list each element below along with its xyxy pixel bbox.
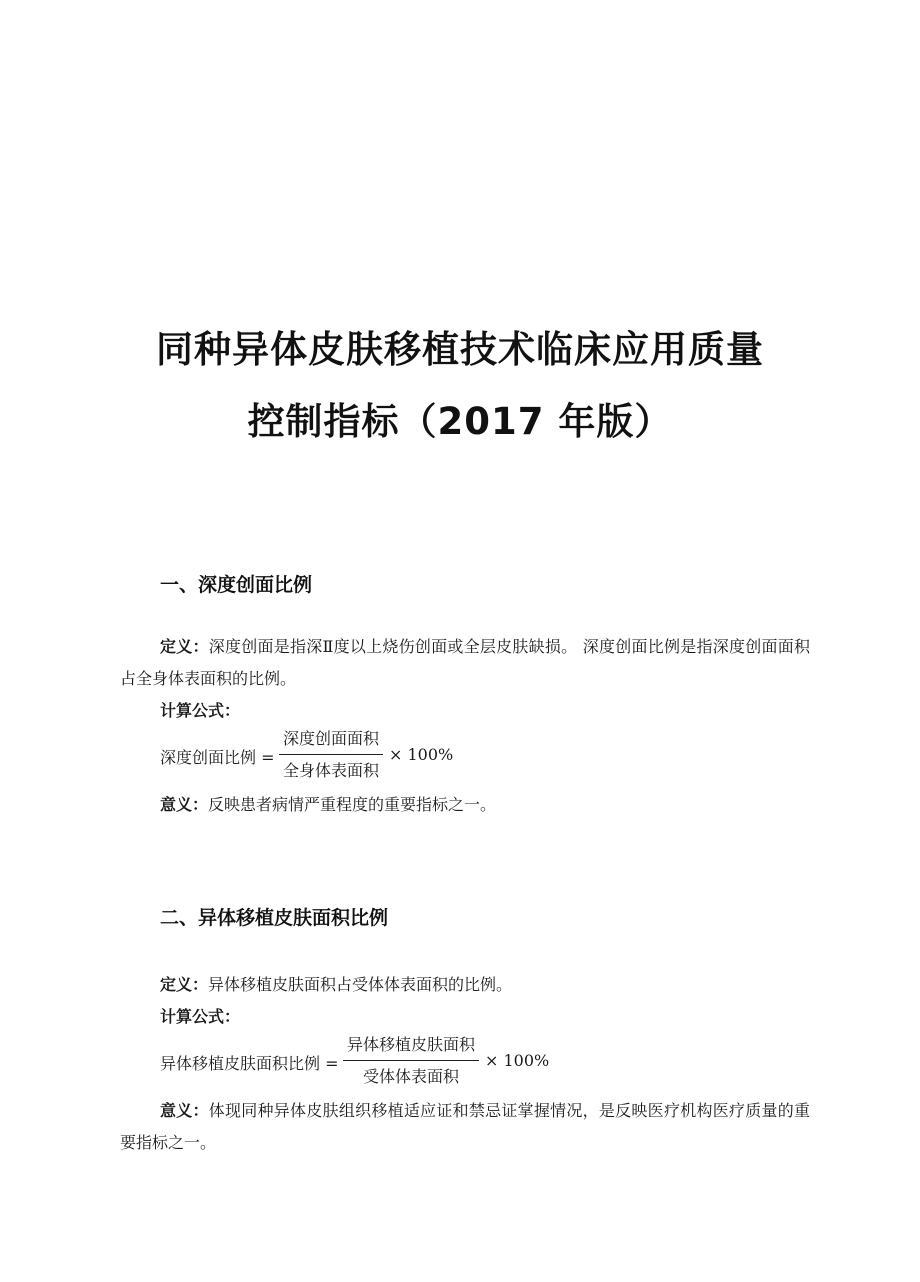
- formula-fraction: [343, 1033, 479, 1089]
- meaning-paragraph: [120, 1095, 810, 1159]
- formula-numerator: 深度创面面积: [283, 729, 380, 748]
- meaning-label: 意义：: [160, 795, 209, 814]
- definition-text: 异体移植皮肤面积占受体体表面积的比例。: [208, 975, 513, 994]
- meaning-text: 反映患者病情严重程度的重要指标之一。: [208, 795, 497, 814]
- formula: [120, 1033, 810, 1095]
- formula-denominator: 全身体表面积: [283, 761, 380, 780]
- formula-numerator: 异体移植皮肤面积: [347, 1035, 476, 1054]
- formula-label-paragraph: [120, 695, 810, 727]
- document-title-line-1: 同种异体皮肤移植技术临床应用质量: [156, 328, 764, 371]
- section-heading: 二、异体移植皮肤面积比例: [160, 907, 389, 929]
- formula-lhs: 深度创面比例 =: [160, 748, 275, 767]
- definition-text: 深度创面是指深Ⅱ度以上烧伤创面或全层皮肤缺损。 深度创面比例是指深度创面面积占全身体表面积的比例。: [120, 637, 810, 688]
- meaning-paragraph: [120, 789, 810, 821]
- definition-label: 定义：: [160, 975, 209, 994]
- formula-label: 计算公式：: [160, 1007, 241, 1026]
- fraction-bar: [279, 754, 383, 755]
- formula-multiplier: × 100%: [389, 745, 454, 764]
- fraction-bar: [343, 1060, 479, 1061]
- section-deep-wound-ratio: [120, 572, 810, 821]
- formula-denominator: 受体体表面积: [363, 1067, 460, 1086]
- section-heading: 一、深度创面比例: [160, 574, 313, 596]
- meaning-label: 意义：: [160, 1101, 209, 1120]
- formula: [120, 727, 810, 789]
- definition-paragraph: [120, 631, 810, 695]
- definition-paragraph: [120, 969, 810, 1001]
- formula-lhs: 异体移植皮肤面积比例 =: [160, 1054, 339, 1073]
- section-allograft-area-ratio: [120, 905, 810, 1159]
- formula-multiplier: × 100%: [485, 1051, 550, 1070]
- formula-fraction: [279, 727, 383, 783]
- definition-label: 定义：: [160, 637, 209, 656]
- document-title-line-2: 控制指标（2017 年版）: [247, 400, 673, 443]
- formula-label: 计算公式：: [160, 701, 241, 720]
- formula-label-paragraph: [120, 1001, 810, 1033]
- meaning-text: 体现同种异体皮肤组织移植适应证和禁忌证掌握情况，是反映医疗机构医疗质量的重要指标之一。: [120, 1101, 810, 1152]
